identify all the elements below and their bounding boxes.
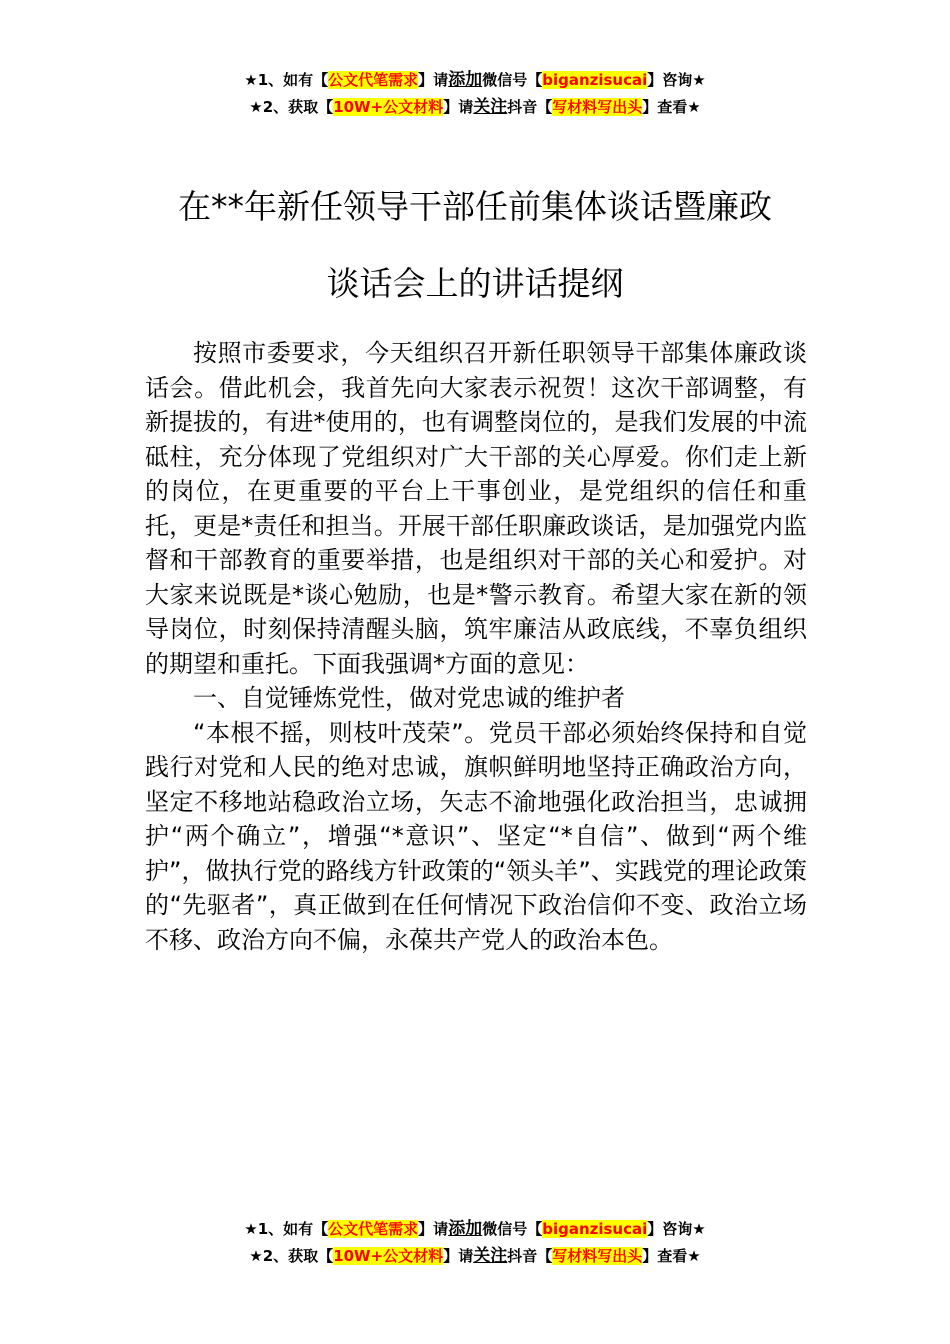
banner-line-2 [0,1243,950,1270]
banner-line-2 [0,94,950,121]
star-icon: ★ [249,1247,263,1265]
banner-text: 】请 [443,1247,474,1265]
banner-emphasis: 添加 [448,1219,483,1239]
banner-emphasis: 关注 [473,1246,508,1266]
title-line-1: 在**年新任领导干部任前集体谈话暨廉政 [178,187,772,226]
banner-text: 】咨询★ [647,1220,706,1238]
banner-text: 】请 [443,98,474,116]
header-banner [0,67,950,121]
paragraph-section-1: “本根不摇，则枝叶茂荣”。党员干部必须始终保持和自觉践行对党和人民的绝对忠诚，旗帜鲜明地坚持正确政治方向，坚定不移地站稳政治立场，矢志不渝地强化政治担当，忠诚拥护“两个确立”，增强“*意识”、坚定“*自信”、做到“两个维护”，做执行党的路线方针政策的“领头羊”、实践党的理论政策的“先驱者”，真正做到在任何情况下政治信仰不变、政治立场不移、政治方向不偏，永葆共产党人的政治本色。 [145,718,807,954]
banner-text: 】查看★ [642,1247,701,1265]
banner-text: 1、如有【 [257,1220,329,1238]
banner-text: 2、获取【 [262,1247,334,1265]
highlight-douyin: 写材料写出头 [552,98,643,116]
banner-text: 1、如有【 [257,71,329,89]
banner-text: 抖音【 [507,1247,553,1265]
highlight-service: 公文代笔需求 [328,1220,419,1238]
footer-banner [0,1216,950,1270]
highlight-materials: 10W+公文材料 [333,1247,444,1265]
title-line-2: 谈话会上的讲话提纲 [326,264,624,303]
banner-emphasis: 关注 [473,97,508,117]
highlight-service: 公文代笔需求 [328,71,419,89]
highlight-douyin: 写材料写出头 [552,1247,643,1265]
banner-emphasis: 添加 [448,70,483,90]
banner-text: 】请 [418,1220,449,1238]
star-icon: ★ [244,71,258,89]
document-title [0,168,950,322]
section-heading-1: 一、自觉锤炼党性，做对党忠诚的维护者 [193,684,625,712]
banner-line-1 [0,67,950,94]
banner-text: 微信号【 [482,71,543,89]
document-body [145,336,807,957]
paragraph-intro: 按照市委要求，今天组织召开新任职领导干部集体廉政谈话会。借此机会，我首先向大家表示祝贺！这次干部调整，有新提拔的，有进*使用的，也有调整岗位的，是我们发展的中流砥柱，充分体现了党组织对广大干部的关心厚爱。你们走上新的岗位，在更重要的平台上干事创业，是党组织的信任和重托，更是*责任和担当。开展干部任职廉政谈话，是加强党内监督和干部教育的重要举措，也是组织对干部的关心和爱护。对大家来说既是*谈心勉励，也是*警示教育。希望大家在新的领导岗位，时刻保持清醒头脑，筑牢廉洁从政底线，不辜负组织的期望和重托。下面我强调*方面的意见： [145,339,807,678]
highlight-wechat-id: biganzisucai [542,71,648,89]
star-icon: ★ [244,1220,258,1238]
banner-text: 】查看★ [642,98,701,116]
highlight-wechat-id: biganzisucai [542,1220,648,1238]
star-icon: ★ [249,98,263,116]
banner-text: 】请 [418,71,449,89]
highlight-materials: 10W+公文材料 [333,98,444,116]
banner-text: 微信号【 [482,1220,543,1238]
banner-text: 】咨询★ [647,71,706,89]
banner-text: 抖音【 [507,98,553,116]
banner-line-1 [0,1216,950,1243]
banner-text: 2、获取【 [262,98,334,116]
